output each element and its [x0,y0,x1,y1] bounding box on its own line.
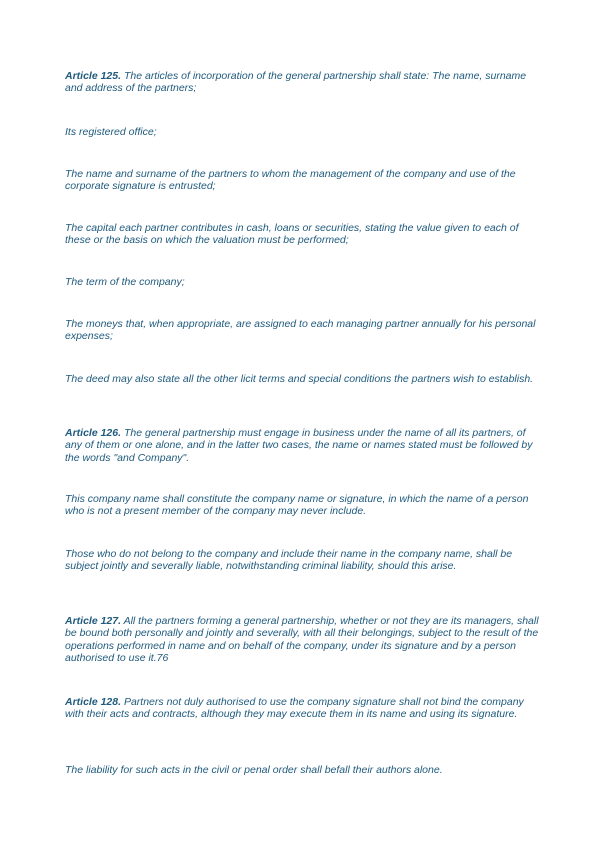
article-127-paragraph [65,615,541,665]
paragraph-text: The moneys that, when appropriate, are assigned to each managing partner annually for his personal expenses; [65,318,536,343]
deed-paragraph [65,373,541,385]
paragraph-text: All the partners forming a general partnership, whether or not they are its managers, shall be bound both personally and jointly and severally, with all their belongings, subject to the result of the operations performed in name and on behalf of the company, under its signature and by a person authorised to use it.76 [65,615,539,665]
article-128-paragraph [65,696,541,721]
paragraph-text: Partners not duly authorised to use the company signature shall not bind the company with their acts and contracts, although they may execute them in its name and using its signature. [65,696,524,721]
term-paragraph [65,276,541,288]
article-heading: Article 127. [65,615,122,627]
paragraph-text: The term of the company; [65,276,185,288]
article-126-paragraph [65,427,541,464]
civil-penal-liability-paragraph [65,764,541,776]
paragraph-text: The name and surname of the partners to whom the management of the company and use of the corporate signature is entrusted; [65,168,516,193]
liability-name-paragraph [65,548,541,573]
capital-paragraph [65,222,541,247]
article-heading: Article 125. [65,70,122,82]
paragraph-text: The deed may also state all the other licit terms and special conditions the partners wish to establish. [65,373,534,385]
paragraph-text: The liability for such acts in the civil or penal order shall befall their authors alone. [65,764,443,776]
registered-office-paragraph [65,126,541,138]
paragraph-text: The articles of incorporation of the general partnership shall state: The name, surname and address of the partners; [65,70,527,95]
article-heading: Article 128. [65,696,122,708]
article-heading: Article 126. [65,427,122,439]
company-name-paragraph [65,493,541,518]
paragraph-text: The general partnership must engage in business under the name of all its partners, of any of them or one alone, and in the latter two cases, the name or names stated must be followed by the words "and Company". [65,427,533,464]
paragraph-text: This company name shall constitute the company name or signature, in which the name of a person who is not a present member of the company may never include. [65,493,529,518]
paragraph-text: Those who do not belong to the company and include their name in the company name, shall be subject jointly and severally liable, notwithstanding criminal liability, should this arise. [65,548,513,573]
management-paragraph [65,168,541,193]
paragraph-text: Its registered office; [65,126,157,138]
article-125-paragraph [65,70,541,95]
paragraph-text: The capital each partner contributes in cash, loans or securities, stating the value given to each of these or the basis on which the valuation must be performed; [65,222,519,247]
moneys-paragraph [65,318,541,343]
